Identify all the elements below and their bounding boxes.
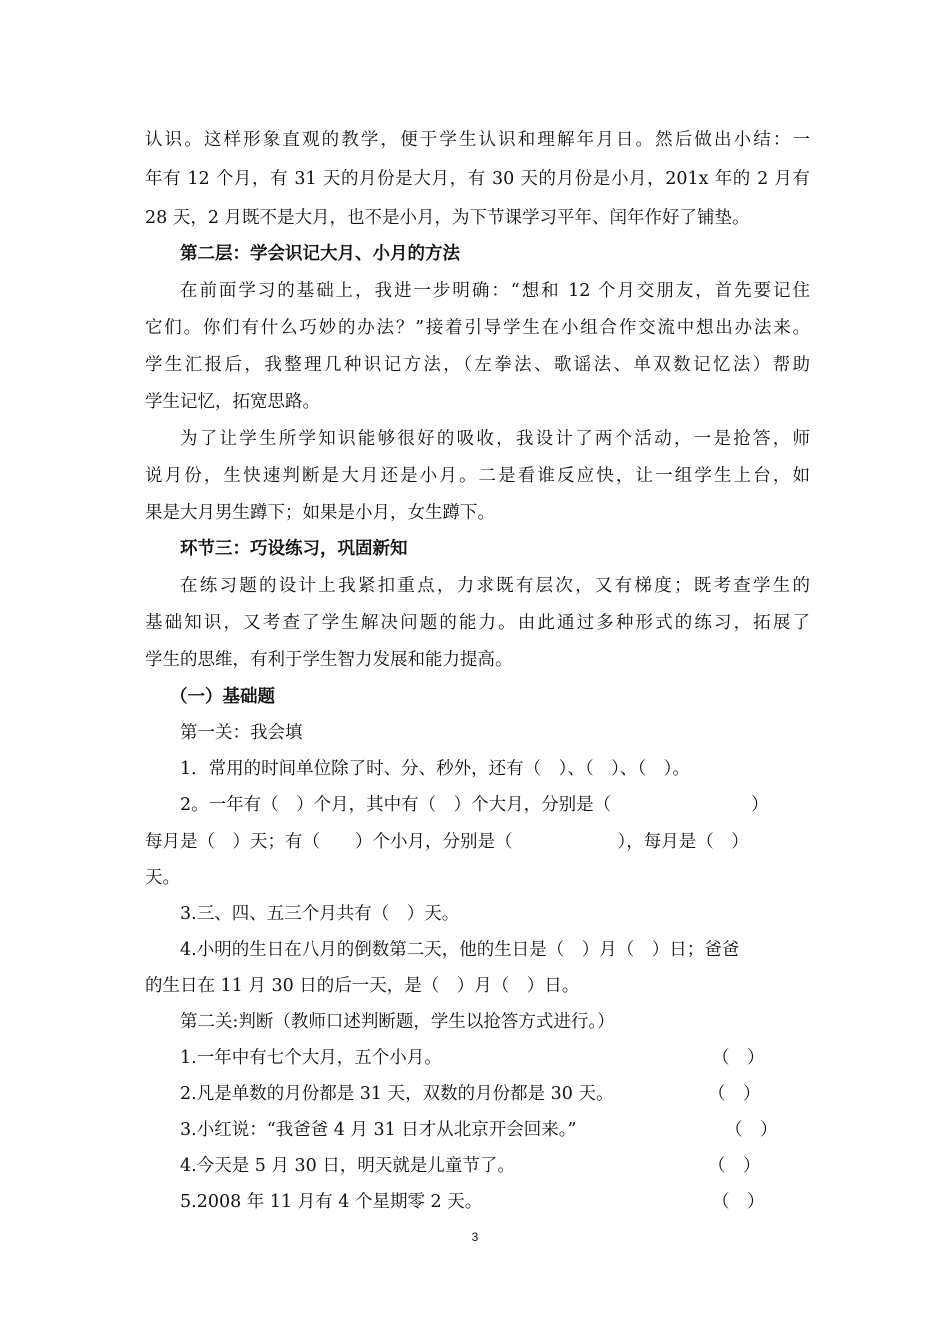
subsection-heading: （一）基础题	[170, 687, 275, 707]
paragraph-line: 在练习题的设计上我紧扣重点，力求既有层次，又有梯度；既考查学生的	[180, 576, 810, 596]
judgment-answer-blank: （ ）	[712, 1048, 765, 1068]
exercise-title: 第二关:判断（教师口述判断题，学生以抢答方式进行。）	[180, 1012, 615, 1032]
judgment-question: 3.小红说：“我爸爸 4 月 31 日才从北京开会回来。”	[180, 1120, 577, 1140]
exercise-question: 1．常用的时间单位除了时、分、秒外，还有（ ）、（ ）、（ ）。	[180, 759, 690, 779]
exercise-question: 的生日在 11 月 30 日的后一天，是（ ）月（ ）日。	[145, 976, 580, 996]
paragraph-line: 学生记忆，拓宽思路。	[145, 392, 320, 412]
exercise-question: 3.三、四、五三个月共有（ ）天。	[180, 904, 460, 924]
paragraph-line: 年有 12 个月，有 31 天的月份是大月，有 30 天的月份是小月，201x 年的 2 月有	[145, 169, 810, 189]
paragraph-line: 学生汇报后，我整理几种识记方法，（左拳法、歌谣法、单双数记忆法）帮助	[145, 355, 810, 375]
judgment-answer-blank: （ ）	[712, 1192, 765, 1212]
section-heading: 环节三：巧设练习，巩固新知	[180, 539, 408, 559]
paragraph-line: 为了让学生所学知识能够很好的吸收，我设计了两个活动，一是抢答，师	[180, 429, 810, 449]
section-heading: 第二层：学会识记大月、小月的方法	[180, 244, 460, 264]
exercise-title: 第一关：我会填	[180, 723, 303, 743]
exercise-question: 2。一年有（ ）个月，其中有（ ）个大月，分别是（ ）	[180, 795, 769, 815]
paragraph-line: 28 天，2 月既不是大月，也不是小月，为下节课学习平年、闰年作好了铺垫。	[145, 208, 750, 228]
exercise-question: 天。	[145, 868, 180, 888]
exercise-question: 每月是（ ）天；有（ ）个小月，分别是（ ），每月是（ ）	[145, 832, 749, 852]
judgment-question: 5.2008 年 11 月有 4 个星期零 2 天。	[180, 1192, 483, 1212]
judgment-answer-blank: （ ）	[708, 1156, 761, 1176]
paragraph-line: 说月份，生快速判断是大月还是小月。二是看谁反应快，让一组学生上台，如	[145, 466, 810, 486]
paragraph-line: 认识。这样形象直观的教学，便于学生认识和理解年月日。然后做出小结：一	[145, 130, 810, 150]
paragraph-line: 基础知识，又考查了学生解决问题的能力。由此通过多种形式的练习，拓展了	[145, 613, 810, 633]
judgment-question: 4.今天是 5 月 30 日，明天就是儿童节了。	[180, 1156, 515, 1176]
paragraph-line: 在前面学习的基础上，我进一步明确：“想和 12 个月交朋友，首先要记住	[180, 281, 810, 301]
exercise-question: 4.小明的生日在八月的倒数第二天，他的生日是（ ）月（ ）日；爸爸	[180, 940, 740, 960]
paragraph-line: 它们。你们有什么巧妙的办法？”接着引导学生在小组合作交流中想出办法来。	[145, 318, 810, 338]
judgment-answer-blank: （ ）	[708, 1084, 761, 1104]
judgment-question: 2.凡是单数的月份都是 31 天，双数的月份都是 30 天。	[180, 1084, 614, 1104]
paragraph-line: 果是大月男生蹲下；如果是小月，女生蹲下。	[145, 503, 495, 523]
judgment-question: 1.一年中有七个大月，五个小月。	[180, 1048, 442, 1068]
paragraph-line: 学生的思维，有利于学生智力发展和能力提高。	[145, 650, 513, 670]
page-number: 3	[471, 1230, 479, 1244]
judgment-answer-blank: （ ）	[725, 1120, 778, 1140]
